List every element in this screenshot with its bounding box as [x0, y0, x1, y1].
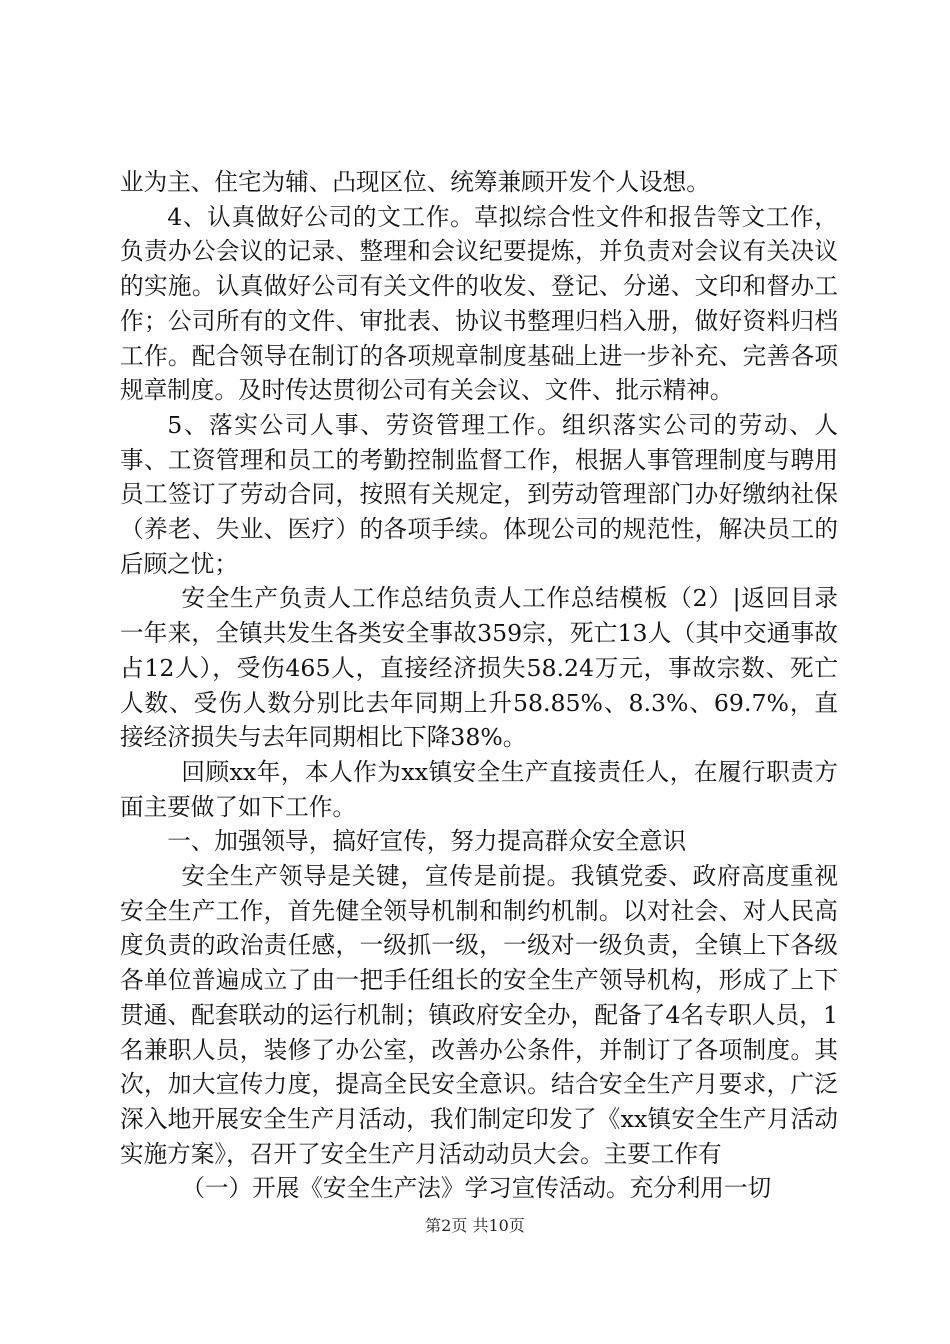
paragraph-item-4: 4、认真做好公司的文工作。草拟综合性文件和报告等文工作，负责办公会议的记录、整理和会议纪要提炼，并负责对会议有关决议的实施。认真做好公司有关文件的收发、登记、分递、文印和督办工作；公司所有的文件、审批表、协议书整理归档入册，做好资料归档工作。配合领导在制订的各项规章制度基础上进一步补充、完善各项规章制度。及时传达贯彻公司有关会议、文件、批示精神。 — [120, 202, 838, 405]
paragraph-summary-intro: 安全生产负责人工作总结负责人工作总结模板（2）|返回目录一年来，全镇共发生各类安全事故359宗，死亡13人（其中交通事故占12人），受伤465人，直接经济损失58.24万元，事故宗数、死亡人数、受伤人数分别比去年同期上升58.85%、8.3%、69.7%，直接经济损失与去年同期相比下降38%。 — [120, 584, 838, 752]
subsection-heading-1: （一）开展《安全生产法》学习宣传活动。充分利用一切 — [181, 1174, 772, 1203]
paragraph-section-1-body: 安全生产领导是关键，宣传是前提。我镇党委、政府高度重视安全生产工作，首先健全领导机制和制约机制。以对社会、对人民高度负责的政治责任感，一级抓一级，一级对一级负责，全镇上下各级各单位普遍成立了由一把手任组长的安全生产领导机构，形成了上下贯通、配套联动的运行机制；镇政府安全办，配备了4名专职人员，1名兼职人员，装修了办公室，改善办公条件，并制订了各项制度。其次，加大宣传力度，提高全民安全意识。结合安全生产月要求，广泛深入地开展安全生产月活动，我们制定印发了《xx镇安全生产月活动实施方案》，召开了安全生产月活动动员大会。主要工作有 — [120, 862, 838, 1168]
paragraph-item-5: 5、落实公司人事、劳资管理工作。组织落实公司的劳动、人事、工资管理和员工的考勤控制监督工作，根据人事管理制度与聘用员工签订了劳动合同，按照有关规定，到劳动管理部门办好缴纳社保（养老、失业、医疗）的各项手续。体现公司的规范性，解决员工的后顾之忧； — [120, 410, 838, 578]
paragraph-review: 回顾xx年，本人作为xx镇安全生产直接责任人，在履行职责方面主要做了如下工作。 — [120, 757, 838, 821]
document-body — [120, 165, 838, 1206]
page-number-footer: 第2页 共10页 — [425, 1216, 525, 1235]
section-heading-1: 一、加强领导，搞好宣传，努力提高群众安全意识 — [167, 827, 687, 856]
paragraph-continuation: 业为主、住宅为辅、凸现区位、统筹兼顾开发个人设想。 — [120, 168, 710, 196]
